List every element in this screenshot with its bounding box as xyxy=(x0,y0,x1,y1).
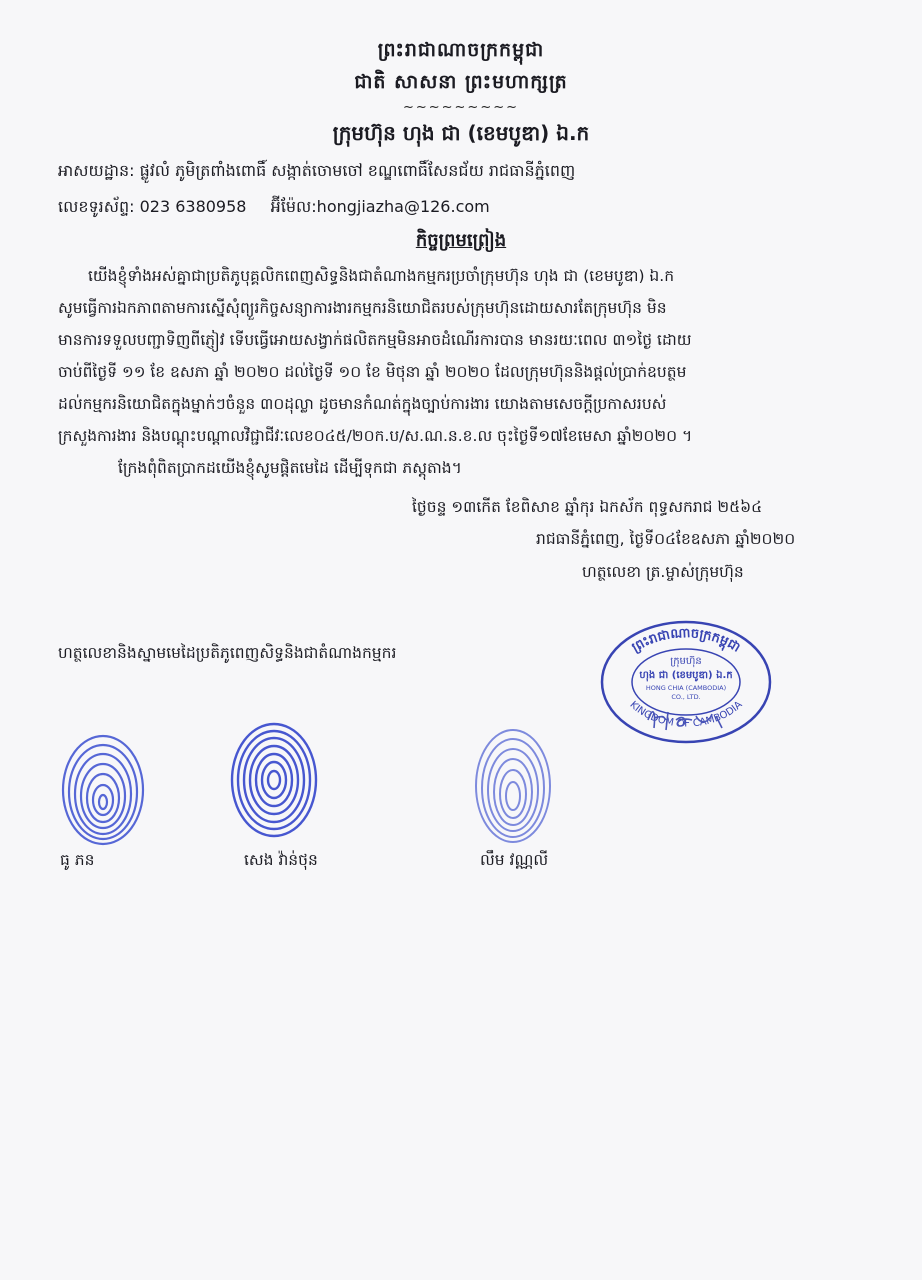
body-line: ក្រសួងការងារ និងបណ្តុះបណ្តាលវិជ្ជាជីវៈលេខ០៤៥/២០ក.ប/ស.ណ.ន.ខ.ល ចុះថ្ងៃទី១៧ខែមេសា ឆ្នាំ២០២០ ។ xyxy=(58,427,693,445)
lunar-date: ថ្ងៃចន្ទ ១៣កើត ខែពិសាខ ឆ្នាំកុរ ឯកស័ក ពុទ្ធសករាជ ២៥៦៤ xyxy=(412,498,763,516)
stamp-bottom-text: KINGDOM OF CAMBODIA xyxy=(627,699,745,730)
thumbprint-1 xyxy=(58,730,148,850)
motto-heading: ជាតិ សាសនា ព្រះមហាក្សត្រ xyxy=(354,71,568,93)
signatory-name-1: ធូ ភន xyxy=(60,851,95,869)
contact-line xyxy=(58,196,490,220)
company-stamp xyxy=(596,612,776,752)
thumbprint-3 xyxy=(472,724,554,848)
phone-label: លេខទូរស័ព្ទ: xyxy=(58,197,135,216)
body-line: ដល់កម្មករនិយោជិតក្នុងម្នាក់ៗចំនួន ៣០ដុល្លា ដូចមានកំណត់ក្នុងច្បាប់ការងារ យោងតាមសេចក្តីប្រកាសរបស់ xyxy=(58,395,667,413)
place-date: រាជធានីភ្នំពេញ, ថ្ងៃទី០៤ខែឧសភា ឆ្នាំ២០២០ xyxy=(536,530,796,548)
thumbprint-2 xyxy=(228,718,320,842)
stamp-top-text: ព្រះរាជាណាចក្រកម្ពុជា xyxy=(629,626,743,656)
email-address: hongjiazha@126.com xyxy=(316,197,490,216)
company-address: អាសយដ្ឋាន: ផ្លូវលំ ភូមិត្រពាំងពោធិ៍ សង្កាត់ចោមចៅ ខណ្ឌពោធិ៍សែនជ័យ រាជធានីភ្នំពេញ xyxy=(58,161,576,180)
body-line: សូមធ្វើការឯកភាពតាមការស្នើសុំព្យួរកិច្ចសន្យាការងារកម្មករនិយោជិតរបស់ក្រុមហ៊ុនដោយសារតែក្រុមហ៊ុន មិន xyxy=(58,299,667,317)
agreement-body xyxy=(58,260,868,484)
thumbprint-caption: ហត្ថលេខានិងស្នាមមេដៃប្រតិភូពេញសិទ្ធនិងជាតំណាងកម្មករ xyxy=(58,644,397,662)
body-line: យើងខ្ញុំទាំងអស់គ្នាជាប្រតិភូបុគ្គលិកពេញសិទ្ធនិងជាតំណាងកម្មករប្រចាំក្រុមហ៊ុន ហុង ជា (ខេមបូឌា) ឯ.ក xyxy=(88,267,675,285)
body-line: ចាប់ពីថ្ងៃទី ១១ ខែ ឧសភា ឆ្នាំ ២០២០ ដល់ថ្ងៃទី ១០ ខែ មិថុនា ឆ្នាំ ២០២០ ដែលក្រុមហ៊ុននិងផ្តល់ប្រាក់ឧបត្ថម xyxy=(58,363,687,381)
ornament-divider: ~~~~~~~~~ xyxy=(402,100,520,115)
signatory-name-3: លឹម វណ្ណលី xyxy=(480,851,549,869)
company-name: ក្រុមហ៊ុន ហុង ជា (ខេមបូឌា) ឯ.ក xyxy=(332,121,590,145)
email-label: អ៊ីម៉ែល: xyxy=(270,197,317,216)
phone-number: 023 6380958 xyxy=(139,197,247,216)
signatory-name-2: សេង វ៉ាន់ថុន xyxy=(244,851,318,869)
kingdom-heading: ព្រះរាជាណាចក្រកម្ពុជា xyxy=(377,39,545,61)
stamp-company-en2: CO., LTD. xyxy=(671,693,701,701)
body-line: មានការទទួលបញ្ជាទិញពីភ្ញៀវ ទើបធ្វើអោយសង្វាក់ផលិតកម្មមិនអាចដំណើរការបាន មានរយៈពេល ៣១ថ្ងៃ ដោយ xyxy=(58,331,692,349)
stamp-company-kh: ក្រុមហ៊ុន xyxy=(670,656,702,667)
owner-signature-label: ហត្ថលេខា ត្រ.ម្ចាស់ក្រុមហ៊ុន xyxy=(582,563,744,581)
document-title: កិច្ចព្រមព្រៀង xyxy=(415,230,507,251)
stamp-company-en: HONG CHIA (CAMBODIA) xyxy=(645,684,727,692)
stamp-company-kh2: ហុង ជា (ខេមបូឌា) ឯ.ក xyxy=(639,670,733,681)
body-line: ក្រែងពុំពិតប្រាកដយើងខ្ញុំសូមផ្តិតមេដៃ ដើម្បីទុកជា ភស្តុតាង។ xyxy=(118,459,462,477)
